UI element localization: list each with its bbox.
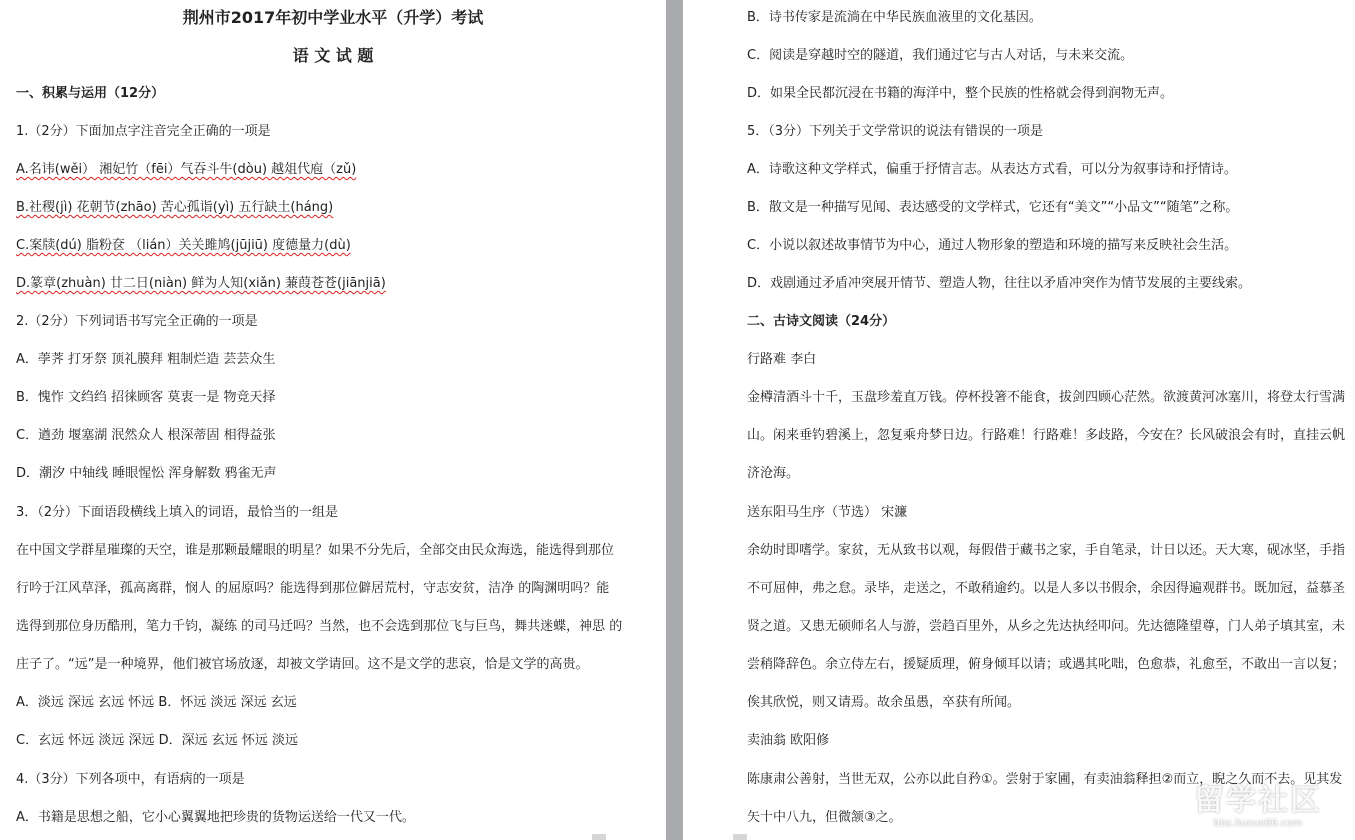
question-text: 2.（2分）下列词语书写完全正确的一项是 bbox=[16, 314, 258, 329]
passage-text: 贤之道。又患无硕师名人与游，尝趋百里外，从乡之先达执经叩问。先达德隆望尊，门人弟子填其室，未 bbox=[747, 619, 1346, 634]
option-text bbox=[16, 237, 658, 255]
option-text bbox=[16, 161, 658, 179]
option-text-marked: D.篆章(zhuàn) 廿二日(niàn) 鲜为人知(xiǎn) 蒹葭苍苍(jiānjiā) bbox=[16, 276, 386, 291]
watermark-logo-text: 留学社区 bbox=[1194, 783, 1322, 818]
option-text: A．诗歌这种文学样式，偏重于抒情言志。从表达方式看，可以分为叙事诗和抒情诗。 bbox=[747, 162, 1237, 177]
option-text: D．戏剧通过矛盾冲突展开情节、塑造人物，往往以矛盾冲突作为情节发展的主要线索。 bbox=[747, 276, 1252, 291]
passage-text: 陈康肃公善射，当世无双，公亦以此自矜①。尝射于家圃，有卖油翁释担②而立，睨之久而不去。见其发 bbox=[747, 772, 1343, 787]
option-text: B．愧怍 文绉绉 招徕顾客 莫衷一是 物竞天择 bbox=[16, 390, 276, 405]
option-text-marked: A.名讳(wěi） 湘妃竹（fēi）气吞斗牛(dòu) 越俎代庖（zǔ) bbox=[16, 162, 357, 177]
passage-text: 庄子了。“远”是一种境界，他们被官场放逐，却被文学请回。这不是文学的悲哀，恰是文学的高贵。 bbox=[16, 657, 589, 672]
passage-text: 济沧海。 bbox=[747, 466, 800, 481]
exam-title: 荆州市2017年初中学业水平（升学）考试 bbox=[182, 8, 484, 27]
option-text: D．潮汐 中轴线 睡眼惺忪 浑身解数 鸦雀无声 bbox=[16, 466, 277, 481]
question-text: 1.（2分）下面加点字注音完全正确的一项是 bbox=[16, 124, 271, 139]
option-text: D．如果全民都沉浸在书籍的海洋中，整个民族的性格就会得到润物无声。 bbox=[747, 86, 1174, 101]
option-text: C．遒劲 堰塞湖 泯然众人 根深蒂固 相得益张 bbox=[16, 428, 276, 443]
passage-text: 尝稍降辞色。余立侍左右，援疑质理，俯身倾耳以请；或遇其叱咄，色愈恭，礼愈至，不敢出一言以复； bbox=[747, 657, 1346, 672]
option-text-marked: C.案牍(dú) 脂粉奁 （lián）关关雎鸠(jūjiū) 度德量力(dù) bbox=[16, 238, 351, 253]
passage-text: 在中国文学群星璀璨的天空，谁是那颗最耀眼的明星？如果不分先后，全部交由民众海选，能选得到那位 bbox=[16, 543, 615, 558]
watermark-url: bbs.liuxue86.com bbox=[1213, 818, 1303, 829]
passage-text: 矢十中八九，但微颔③之。 bbox=[747, 810, 902, 825]
option-text: C．玄远 怀远 淡远 深远 D．深远 玄远 怀远 淡远 bbox=[16, 733, 299, 748]
section-heading: 一、积累与运用（12分） bbox=[16, 86, 165, 101]
option-text: A．书籍是思想之船，它小心翼翼地把珍贵的货物运送给一代又一代。 bbox=[16, 810, 415, 825]
option-text: B．诗书传家是流淌在中华民族血液里的文化基因。 bbox=[747, 10, 1042, 25]
option-text: B．散文是一种描写见闻、表达感受的文学样式，它还有“美文”“小品文”“随笔”之称。 bbox=[747, 200, 1239, 215]
option-text-marked: B.社稷(jì) 花朝节(zhāo) 苦心孤诣(yì) 五行缺土(háng) bbox=[16, 200, 334, 215]
option-text: A．荸荠 打牙祭 顶礼膜拜 粗制烂造 芸芸众生 bbox=[16, 352, 276, 367]
option-text: C．阅读是穿越时空的隧道，我们通过它与古人对话，与未来交流。 bbox=[747, 48, 1134, 63]
document-page-right bbox=[683, 0, 1355, 840]
option-text: C．小说以叙述故事情节为中心，通过人物形象的塑造和环境的描写来反映社会生活。 bbox=[747, 238, 1238, 253]
passage-text: 选得到那位身历酷刑，笔力千钧，凝练 的司马迁吗？当然，也不会选到那位飞与巨鸟，舞共迷蝶，神思 的 bbox=[16, 619, 623, 634]
passage-text: 余幼时即嗜学。家贫，无从致书以观，每假借于藏书之家，手自笔录，计日以还。天大寒，砚冰坚，手指 bbox=[747, 543, 1346, 558]
option-text bbox=[16, 275, 658, 293]
passage-text: 不可屈伸，弗之怠。录毕，走送之，不敢稍逾约。以是人多以书假余，余因得遍观群书。既加冠，益慕圣 bbox=[747, 581, 1346, 596]
poem-title: 送东阳马生序（节选） 宋濂 bbox=[747, 505, 908, 520]
option-text bbox=[16, 199, 658, 217]
page-corner-mark bbox=[592, 834, 606, 840]
passage-text: 金樽清酒斗十千，玉盘珍羞直万钱。停杯投箸不能食，拔剑四顾心茫然。欲渡黄河冰塞川，将登太行雪满 bbox=[747, 390, 1346, 405]
poem-title: 行路难 李白 bbox=[747, 352, 817, 367]
question-text: 4.（3分）下列各项中，有语病的一项是 bbox=[16, 772, 245, 787]
passage-text: 行吟于江风草泽，孤高离群，悯人 的屈原吗？能选得到那位僻居荒村，守志安贫，洁净 的陶渊明吗？能 bbox=[16, 581, 610, 596]
question-text: 3．（2分）下面语段横线上填入的词语，最恰当的一组是 bbox=[16, 505, 339, 520]
passage-text: 山。闲来垂钓碧溪上，忽复乘舟梦日边。行路难！行路难！多歧路，今安在？长风破浪会有时，直挂云帆 bbox=[747, 428, 1346, 443]
question-text: 5．（3分）下列关于文学常识的说法有错误的一项是 bbox=[747, 124, 1044, 139]
document-page-left bbox=[0, 0, 666, 840]
passage-text: 俟其欣悦，则又请焉。故余虽愚，卒获有所闻。 bbox=[747, 695, 1021, 710]
section-heading: 二、古诗文阅读（24分） bbox=[747, 314, 896, 329]
site-watermark bbox=[1173, 784, 1343, 836]
poem-title: 卖油翁 欧阳修 bbox=[747, 733, 830, 748]
page-corner-mark bbox=[733, 834, 747, 840]
option-text: A．淡远 深远 玄远 怀远 B．怀远 淡远 深远 玄远 bbox=[16, 695, 297, 710]
exam-subtitle: 语 文 试 题 bbox=[292, 46, 374, 65]
